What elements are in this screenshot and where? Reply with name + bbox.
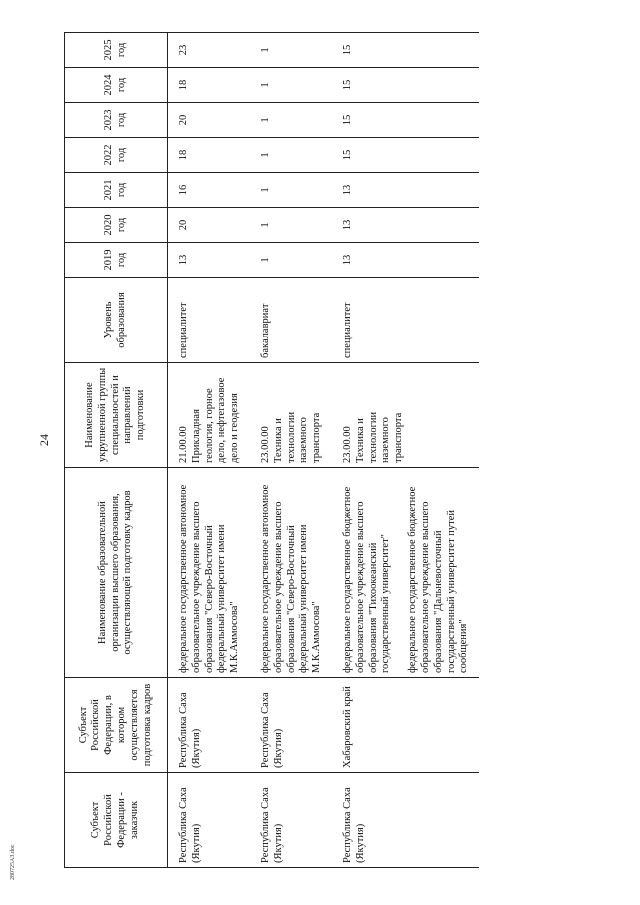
cell-specialty-group: 23.00.00 Техника и технологии наземного транспорта [332,363,479,468]
header-year-2020: 2020 год [65,208,168,243]
header-year-2019: 2019 год [65,243,168,278]
header-year-2024: 2024 год [65,68,168,103]
cell-value-2025: 23 [168,33,250,68]
header-year-2023: 2023 год [65,103,168,138]
training-quota-table [64,32,479,868]
cell-value-2023: 15 [332,103,479,138]
cell-organization [250,468,332,678]
header-year-2025: 2025 год [65,33,168,68]
cell-value-2024: 1 [250,68,332,103]
table-row [332,33,479,868]
table-header-row [65,33,168,868]
cell-level: специалитет [168,278,250,363]
cell-customer: Республика Саха (Якутия) [168,773,250,868]
cell-specialty-group: 21.00.00 Прикладная геология, горное дело, нефтегазовое дело и геодезия [168,363,250,468]
file-label: 280725A3.doc [10,844,16,880]
cell-value-2023: 1 [250,103,332,138]
cell-value-2024: 15 [332,68,479,103]
cell-value-2019: 13 [168,243,250,278]
header-year-2021: 2021 год [65,173,168,208]
cell-customer: Республика Саха (Якутия) [332,773,479,868]
cell-value-2020: 1 [250,208,332,243]
table-row [168,33,250,868]
rotated-table-area [64,33,584,868]
organization-name: федеральное государственное автономное образовательное учреждение высшего образования "Северо-Восточный федеральный университет имени М.К.Аммосова" [178,484,241,673]
cell-training-subject: Хабаровский край [332,678,479,773]
page-number: 24 [37,434,51,446]
cell-value-2022: 1 [250,138,332,173]
cell-value-2019: 13 [332,243,479,278]
cell-specialty-group: 23.00.00 Техника и технологии наземного транспорта [250,363,332,468]
cell-level: бакалавриат [250,278,332,363]
table-row [250,33,332,868]
cell-value-2019: 1 [250,243,332,278]
organization-name: федеральное государственное бюджетное образовательное учреждение высшего образования "Тихоокеанский государственный университет" [341,486,392,673]
cell-value-2025: 15 [332,33,479,68]
cell-value-2021: 16 [168,173,250,208]
cell-organization [332,468,479,678]
cell-training-subject: Республика Саха (Якутия) [250,678,332,773]
cell-value-2021: 13 [332,173,479,208]
cell-value-2023: 20 [168,103,250,138]
header-year-2022: 2022 год [65,138,168,173]
organization-name: федеральное государственное бюджетное образовательное учреждение высшего образования "Дальневосточный государственный университет путей сообщения" [407,486,470,673]
cell-value-2024: 18 [168,68,250,103]
header-organization: Наименование образовательной организации высшего образования, осуществляющей подготовку кадров [65,468,168,678]
cell-value-2025: 1 [250,33,332,68]
header-customer: Субъект Российской Федерации - заказчик [65,773,168,868]
cell-value-2020: 13 [332,208,479,243]
header-specialty-group: Наименование укрупненной группы специальностей и направлений подготовки [65,363,168,468]
header-training-subject: Субъект Российской Федерации, в котором осуществляется подготовка кадров [65,678,168,773]
header-level: Уровень образования [65,278,168,363]
cell-level: специалитет [332,278,479,363]
cell-training-subject: Республика Саха (Якутия) [168,678,250,773]
cell-organization [168,468,250,678]
cell-value-2021: 1 [250,173,332,208]
cell-value-2022: 15 [332,138,479,173]
organization-name: федеральное государственное автономное образовательное учреждение высшего образования "Северо-Восточный федеральный университет имени М.К.Аммосова" [259,484,323,673]
cell-value-2022: 18 [168,138,250,173]
cell-value-2020: 20 [168,208,250,243]
cell-customer: Республика Саха (Якутия) [250,773,332,868]
